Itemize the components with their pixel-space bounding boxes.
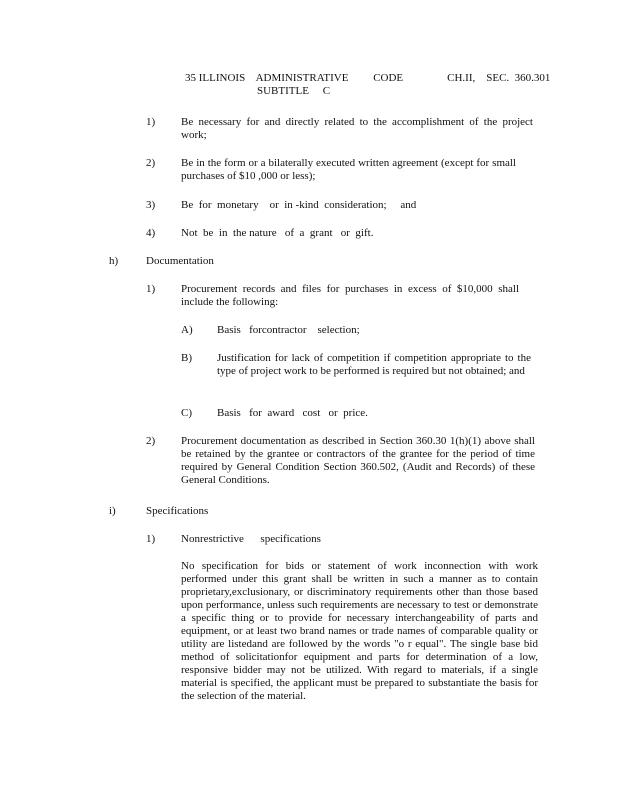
section-title: Specifications	[146, 505, 209, 517]
item-label: 1)	[146, 116, 156, 128]
item-label: 1)	[146, 283, 156, 295]
item-label: 2)	[146, 157, 156, 169]
section-label: i)	[109, 505, 116, 517]
section-label: h)	[109, 255, 119, 267]
subitem-label: C)	[181, 407, 192, 419]
item-label: 1)	[146, 533, 156, 545]
item-text: Be for monetary or in -kind consideration; and	[181, 199, 417, 211]
subitem-label: B)	[181, 352, 192, 364]
item-text: Not be in the nature of a grant or gift.	[181, 227, 374, 239]
item-text: Procurement documentation as described in Section 360.30 1(h)(1) above shall be retained by the grantee or contractors of the grantee for the period of time required by General Condition Section 360.502, (Audit and Records) of these General Conditions.	[181, 435, 535, 486]
item-label: 3)	[146, 199, 156, 211]
item-label: 2)	[146, 435, 156, 447]
specifications-paragraph: No specification for bids or statement of work inconnection with work performed under this grant shall be written in such a manner as to contain proprietary,exclusionary, or discriminatory requirements other than those based upon performance, unless such requirements are necessary to test or demonstrate a specific thing or to provide for necessary interchangeability of parts and equipment, or at least two brand names or trade names of comparable quality or utility are listedand are followed by the words "o r equal". The single base bid method of solicitationfor equipment and parts for determination of a low, responsive bidder may not be utilized. With regard to materials, if a single material is specified, the applicant must be prepared to substantiate the basis for the selection of the material.	[181, 560, 538, 702]
subitem-text: Justification for lack of competition if competition appropriate to the type of project work to be performed is required but not obtained; and	[217, 352, 531, 377]
item-text: Be in the form or a bilaterally executed written agreement (except for small purchases of $10 ,000 or less);	[181, 157, 516, 182]
item-label: 4)	[146, 227, 156, 239]
item-text: Procurement records and files for purchases in excess of $10,000 shall include the following:	[181, 283, 519, 308]
subitem-text: Basis forcontractor selection;	[217, 324, 360, 336]
header-subtitle-line: SUBTITLE C	[257, 85, 331, 97]
subitem-text: Basis for award cost or price.	[217, 407, 368, 419]
item-title: Nonrestrictive specifications	[181, 533, 321, 545]
item-text: Be necessary for and directly related to the accomplishment of the project work;	[181, 116, 533, 141]
header-code-line: 35 ILLINOIS ADMINISTRATIVE CODE CH.II, SEC. 360.301	[185, 72, 551, 84]
section-title: Documentation	[146, 255, 214, 267]
page-header	[185, 72, 551, 97]
subitem-label: A)	[181, 324, 193, 336]
